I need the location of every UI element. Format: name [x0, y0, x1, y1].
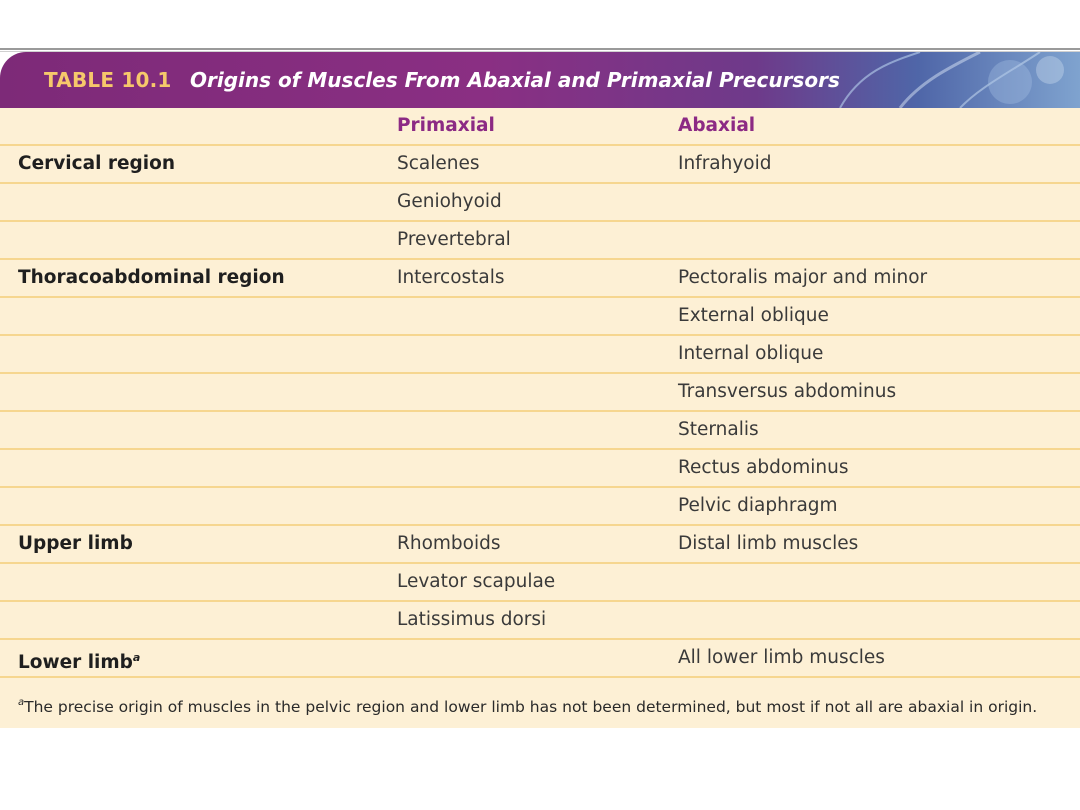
footnote-marker: a [132, 651, 141, 664]
abaxial-cell: Pelvic diaphragm [678, 495, 838, 516]
header-primaxial: Primaxial [397, 115, 495, 136]
table-footnote [0, 678, 1080, 728]
table-header-row [0, 108, 1080, 146]
abaxial-cell: External oblique [678, 305, 829, 326]
table-title: Origins of Muscles From Abaxial and Primaxial Precursors [190, 68, 840, 92]
region-label: Lower limb [18, 652, 133, 673]
table-row [0, 374, 1080, 412]
table-number: TABLE 10.1 [44, 68, 172, 92]
table-container [0, 52, 1080, 728]
primaxial-cell: Levator scapulae [397, 571, 556, 592]
header-abaxial: Abaxial [678, 115, 756, 136]
table-row [0, 640, 1080, 678]
table-row [0, 298, 1080, 336]
abaxial-cell: Infrahyoid [678, 153, 772, 174]
primaxial-cell: Latissimus dorsi [397, 609, 547, 630]
table-row [0, 222, 1080, 260]
table-body [0, 108, 1080, 728]
table-row [0, 450, 1080, 488]
primaxial-cell: Geniohyoid [397, 191, 502, 212]
table-row [0, 336, 1080, 374]
abaxial-cell: All lower limb muscles [678, 647, 885, 668]
abaxial-cell: Sternalis [678, 419, 759, 440]
table-row [0, 146, 1080, 184]
table-row [0, 526, 1080, 564]
table-row [0, 412, 1080, 450]
abaxial-cell: Rectus abdominus [678, 457, 849, 478]
table-row [0, 564, 1080, 602]
abaxial-cell: Transversus abdominus [678, 381, 897, 402]
abaxial-cell: Distal limb muscles [678, 533, 859, 554]
primaxial-cell: Prevertebral [397, 229, 511, 250]
primaxial-cell: Rhomboids [397, 533, 501, 554]
region-cell: Upper limb [18, 533, 133, 554]
table-row [0, 260, 1080, 298]
footnote-text: The precise origin of muscles in the pelvic region and lower limb has not been determined, but most if not all are abaxial in origin. [24, 698, 1038, 716]
table-banner [0, 52, 1080, 108]
table-row [0, 184, 1080, 222]
abaxial-cell: Internal oblique [678, 343, 824, 364]
table-row [0, 602, 1080, 640]
footnote-marker: a [18, 697, 25, 708]
region-cell: Cervical region [18, 153, 176, 174]
abaxial-cell: Pectoralis major and minor [678, 267, 928, 288]
region-cell: Thoracoabdominal region [18, 267, 285, 288]
primaxial-cell: Intercostals [397, 267, 505, 288]
region-cell [18, 640, 140, 676]
table-row [0, 488, 1080, 526]
primaxial-cell: Scalenes [397, 153, 480, 174]
top-rule [0, 48, 1080, 50]
